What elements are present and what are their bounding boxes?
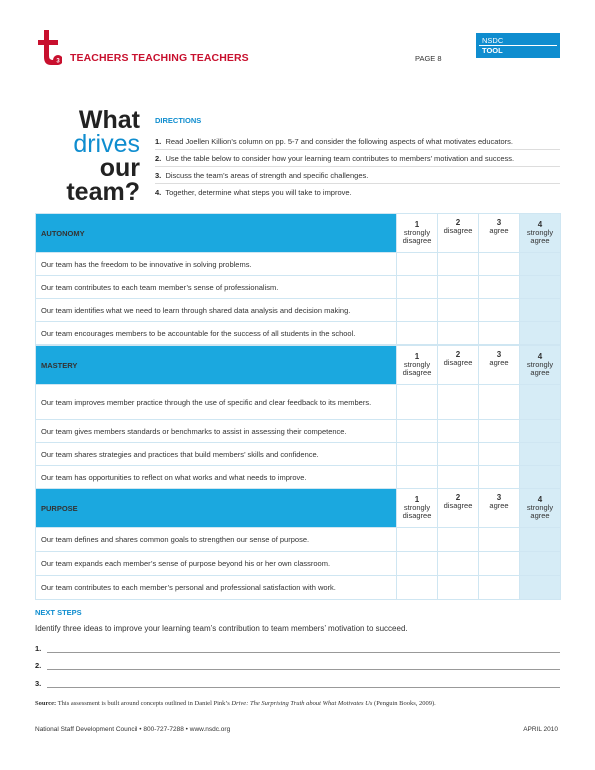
rating-cell[interactable] bbox=[397, 276, 438, 299]
rating-cell[interactable] bbox=[438, 420, 479, 443]
rating-cell[interactable] bbox=[438, 466, 479, 489]
rating-cell[interactable] bbox=[438, 253, 479, 276]
direction-item: 3. Discuss the team’s areas of strength and specific challenges. bbox=[155, 171, 369, 180]
table-row bbox=[36, 420, 561, 443]
scale-4: 4 strongly agree bbox=[520, 489, 561, 528]
tool-badge-org: NSDC bbox=[482, 36, 504, 45]
rating-cell[interactable] bbox=[397, 576, 438, 600]
statement: Our team gives members standards or benchmarks to assist in assessing their competence. bbox=[36, 420, 397, 443]
scale-4: 4 strongly agree bbox=[520, 214, 561, 253]
direction-item: 4. Together, determine what steps you will take to improve. bbox=[155, 188, 352, 197]
section-header: MASTERY bbox=[36, 346, 397, 385]
statement: Our team has the freedom to be innovative in solving problems. bbox=[36, 253, 397, 276]
rating-cell[interactable] bbox=[520, 552, 561, 576]
footer-org: National Staff Development Council • 800-727-7288 • www.nsdc.org bbox=[35, 726, 231, 733]
rating-cell[interactable] bbox=[520, 253, 561, 276]
rating-cell[interactable] bbox=[397, 552, 438, 576]
directions-heading: DIRECTIONS bbox=[155, 116, 202, 125]
scale-2: 2 disagree bbox=[438, 489, 479, 528]
rating-cell[interactable] bbox=[397, 466, 438, 489]
step-answer-line[interactable] bbox=[47, 687, 560, 688]
rating-cell[interactable] bbox=[438, 322, 479, 345]
page-title bbox=[66, 108, 140, 204]
rating-cell[interactable] bbox=[479, 466, 520, 489]
page-number: PAGE 8 bbox=[415, 54, 442, 63]
table-row bbox=[36, 443, 561, 466]
scale-2: 2 disagree bbox=[438, 346, 479, 385]
rating-cell[interactable] bbox=[520, 528, 561, 552]
rating-cell[interactable] bbox=[479, 299, 520, 322]
rating-cell[interactable] bbox=[479, 552, 520, 576]
divider bbox=[155, 149, 560, 150]
table-row bbox=[36, 576, 561, 600]
rating-cell[interactable] bbox=[520, 443, 561, 466]
title-line-3: our bbox=[99, 154, 140, 182]
rating-cell[interactable] bbox=[520, 466, 561, 489]
table-row bbox=[36, 276, 561, 299]
step-number: 1. bbox=[35, 644, 42, 653]
rating-cell[interactable] bbox=[397, 385, 438, 420]
rating-cell[interactable] bbox=[397, 443, 438, 466]
rating-cell[interactable] bbox=[479, 576, 520, 600]
table-row bbox=[36, 552, 561, 576]
step-number: 3. bbox=[35, 679, 42, 688]
table-row bbox=[36, 466, 561, 489]
statement: Our team has opportunities to reflect on what works and what needs to improve. bbox=[36, 466, 397, 489]
section-header: AUTONOMY bbox=[36, 214, 397, 253]
scale-3: 3 agree bbox=[479, 489, 520, 528]
statement: Our team improves member practice through the use of specific and clear feedback to its members. bbox=[36, 385, 397, 420]
table-row bbox=[36, 385, 561, 420]
statement: Our team expands each member’s sense of purpose beyond his or her own classroom. bbox=[36, 552, 397, 576]
footer-date: APRIL 2010 bbox=[523, 726, 558, 733]
step-number: 2. bbox=[35, 661, 42, 670]
table-row bbox=[36, 253, 561, 276]
statement: Our team contributes to each team member’s sense of professionalism. bbox=[36, 276, 397, 299]
statement: Our team shares strategies and practices that build members’ skills and confidence. bbox=[36, 443, 397, 466]
divider bbox=[155, 166, 560, 167]
title-line-4: team? bbox=[66, 178, 140, 206]
step-answer-line[interactable] bbox=[47, 652, 560, 653]
rating-cell[interactable] bbox=[479, 276, 520, 299]
scale-1: 1 strongly disagree bbox=[397, 214, 438, 253]
step-answer-line[interactable] bbox=[47, 669, 560, 670]
scale-2: 2 disagree bbox=[438, 214, 479, 253]
rating-cell[interactable] bbox=[520, 276, 561, 299]
autonomy-table bbox=[35, 213, 561, 345]
scale-4: 4 strongly agree bbox=[520, 346, 561, 385]
svg-text:3: 3 bbox=[56, 58, 60, 65]
scale-1: 1 strongly disagree bbox=[397, 346, 438, 385]
direction-item: 1. Read Joellen Killion’s column on pp. 5-7 and consider the following aspects of what motivates educators. bbox=[155, 137, 513, 146]
ttt-logo-icon bbox=[36, 30, 62, 68]
table-row bbox=[36, 322, 561, 345]
section-header: PURPOSE bbox=[36, 489, 397, 528]
rating-cell[interactable] bbox=[479, 253, 520, 276]
rating-cell[interactable] bbox=[479, 528, 520, 552]
rating-cell[interactable] bbox=[479, 322, 520, 345]
scale-3: 3 agree bbox=[479, 214, 520, 253]
direction-item: 2. Use the table below to consider how your learning team contributes to members’ motivation and success. bbox=[155, 154, 515, 163]
statement: Our team contributes to each member’s personal and professional satisfaction with work. bbox=[36, 576, 397, 600]
rating-cell[interactable] bbox=[479, 385, 520, 420]
brand-name: TEACHERS TEACHING TEACHERS bbox=[70, 52, 249, 64]
rating-cell[interactable] bbox=[438, 528, 479, 552]
scale-3: 3 agree bbox=[479, 346, 520, 385]
rating-cell[interactable] bbox=[438, 385, 479, 420]
rating-cell[interactable] bbox=[397, 528, 438, 552]
rating-cell[interactable] bbox=[520, 420, 561, 443]
rating-cell[interactable] bbox=[397, 420, 438, 443]
title-line-2: drives bbox=[73, 130, 140, 158]
scale-1: 1 strongly disagree bbox=[397, 489, 438, 528]
next-steps-instructions: Identify three ideas to improve your learning team’s contribution to team members’ motivation to succeed. bbox=[35, 624, 408, 633]
mastery-table bbox=[35, 345, 561, 489]
table-row bbox=[36, 299, 561, 322]
rating-cell[interactable] bbox=[520, 385, 561, 420]
source-note: Source: This assessment is built around concepts outlined in Daniel Pink’s Drive: The Surprising Truth about What Motivates Us (Penguin Books, 2009). bbox=[35, 700, 436, 707]
rating-cell[interactable] bbox=[438, 443, 479, 466]
rating-cell[interactable] bbox=[397, 299, 438, 322]
rating-cell[interactable] bbox=[397, 322, 438, 345]
next-steps-heading: NEXT STEPS bbox=[35, 608, 82, 617]
rating-cell[interactable] bbox=[479, 420, 520, 443]
purpose-table bbox=[35, 488, 561, 600]
title-line-1: What bbox=[78, 106, 140, 134]
statement: Our team identifies what we need to learn through shared data analysis and decision making. bbox=[36, 299, 397, 322]
rating-cell[interactable] bbox=[438, 552, 479, 576]
statement: Our team encourages members to be accountable for the success of all students in the school. bbox=[36, 322, 397, 345]
statement: Our team defines and shares common goals to strengthen our sense of purpose. bbox=[36, 528, 397, 552]
tool-badge-label: TOOL bbox=[482, 46, 503, 55]
rating-cell[interactable] bbox=[438, 299, 479, 322]
rating-cell[interactable] bbox=[520, 299, 561, 322]
divider bbox=[155, 183, 560, 184]
rating-cell[interactable] bbox=[520, 576, 561, 600]
rating-cell[interactable] bbox=[520, 322, 561, 345]
rating-cell[interactable] bbox=[438, 276, 479, 299]
rating-cell[interactable] bbox=[479, 443, 520, 466]
table-row bbox=[36, 528, 561, 552]
rating-cell[interactable] bbox=[397, 253, 438, 276]
rating-cell[interactable] bbox=[438, 576, 479, 600]
